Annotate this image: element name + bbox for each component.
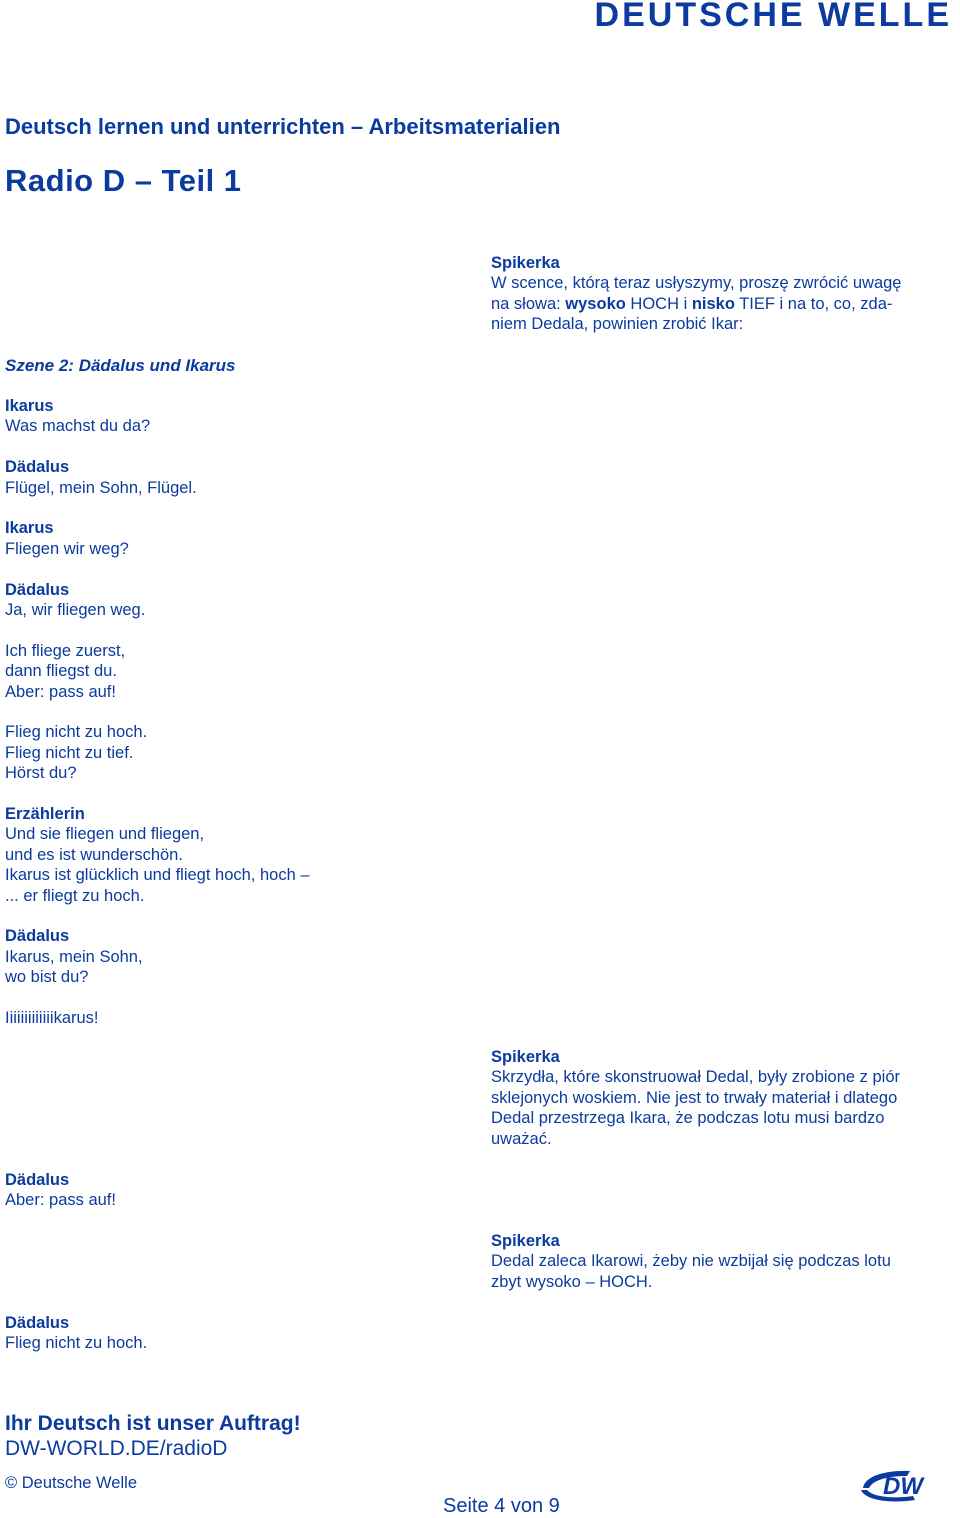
speaker-name: Erzählerin — [5, 805, 85, 824]
dialog-line: Und sie fliegen und fliegen, — [5, 825, 205, 844]
dialog-line: Ich fliege zuerst, — [5, 641, 126, 660]
dialog-block — [5, 1008, 475, 1028]
dialog-line: wo bist du? — [5, 968, 89, 987]
speaker-name: Dädalus — [5, 1171, 70, 1189]
note-line: Dedal przestrzega Ikara, że podczas lotu musi bardzo — [491, 1109, 885, 1128]
dialog-line: ... er fliegt zu hoch. — [5, 886, 145, 905]
dialog-line: und es ist wunderschön. — [5, 845, 183, 864]
dialog-line: Aber: pass auf! — [5, 682, 116, 701]
note-line: na słowa: wysoko HOCH i nisko TIEF i na to, co, zda- — [491, 294, 893, 313]
note-line: Dedal zaleca Ikarowi, żeby nie wzbijał się podczas lotu — [491, 1252, 891, 1271]
speaker-name: Dädalus — [5, 458, 70, 477]
dialog-column — [5, 396, 475, 1049]
note-line: Skrzydła, które skonstruował Dedal, były zrobione z piór — [491, 1068, 901, 1087]
dialog-block — [5, 396, 475, 437]
page-number: Seite 4 von 9 — [443, 1495, 560, 1517]
dialog-line: Aber: pass auf! — [5, 1191, 116, 1210]
svg-text:DW: DW — [883, 1473, 923, 1500]
note-line: niem Dedala, powinien zrobić Ikar: — [491, 315, 744, 334]
dw-logo-icon — [855, 1466, 955, 1506]
footer-copyright: © Deutsche Welle — [5, 1474, 137, 1492]
speaker-name: Dädalus — [5, 1314, 70, 1332]
note-speaker: Spikerka — [491, 1048, 560, 1066]
dialog-block — [5, 722, 475, 783]
note-line: uważać. — [491, 1129, 552, 1148]
note-speaker: Spikerka — [491, 1232, 560, 1250]
dialog-line: Flügel, mein Sohn, Flügel. — [5, 478, 197, 497]
speaker-name: Ikarus — [5, 397, 54, 415]
dialog-line: Iiiiiiiiiiiiikarus! — [5, 1009, 99, 1028]
dialog-line: Was machst du da? — [5, 417, 151, 436]
dialog-block — [5, 580, 475, 621]
dialog-line: Hörst du? — [5, 764, 77, 783]
dialog-line: dann fliegst du. — [5, 662, 117, 681]
dialog-block-extra-1 — [5, 1170, 475, 1211]
scene-title: Szene 2: Dädalus und Ikarus — [5, 356, 236, 375]
dialog-line: Ikarus, mein Sohn, — [5, 947, 143, 966]
dialog-line: Ja, wir fliegen weg. — [5, 601, 146, 620]
speaker-name: Dädalus — [5, 580, 70, 599]
dialog-line: Ikarus ist glücklich und fliegt hoch, hoch – — [5, 866, 310, 885]
dialog-block — [5, 804, 475, 906]
page-title: Radio D – Teil 1 — [5, 163, 242, 198]
dialog-block — [5, 457, 475, 498]
speaker-note-2 — [491, 1047, 936, 1149]
dialog-line: Flieg nicht zu tief. — [5, 743, 134, 762]
brand-wordmark: DEUTSCHE WELLE — [594, 0, 952, 34]
speaker-name: Dädalus — [5, 927, 70, 946]
speaker-name: Ikarus — [5, 519, 54, 538]
footer-url-link[interactable]: DW-WORLD.DE/radioD — [5, 1437, 228, 1460]
dialog-block-extra-2 — [5, 1313, 475, 1354]
footer-slogan: Ihr Deutsch ist unser Auftrag! — [5, 1412, 301, 1435]
dialog-line: Fliegen wir weg? — [5, 539, 129, 558]
speaker-note-3 — [491, 1231, 936, 1292]
dialog-line: Flieg nicht zu hoch. — [5, 1334, 148, 1353]
note-line: W scence, którą teraz usłyszymy, proszę zwrócić uwagę — [491, 274, 902, 293]
note-line: zbyt wysoko – HOCH. — [491, 1272, 653, 1291]
speaker-note-1 — [491, 253, 936, 335]
dialog-line: Flieg nicht zu hoch. — [5, 723, 148, 742]
dialog-block — [5, 641, 475, 702]
dialog-block — [5, 926, 475, 987]
dialog-block — [5, 518, 475, 559]
page-subheading: Deutsch lernen und unterrichten – Arbeitsmaterialien — [5, 114, 561, 139]
note-line: sklejonych woskiem. Nie jest to trwały materiał i dlatego — [491, 1088, 898, 1107]
note-speaker: Spikerka — [491, 254, 560, 272]
